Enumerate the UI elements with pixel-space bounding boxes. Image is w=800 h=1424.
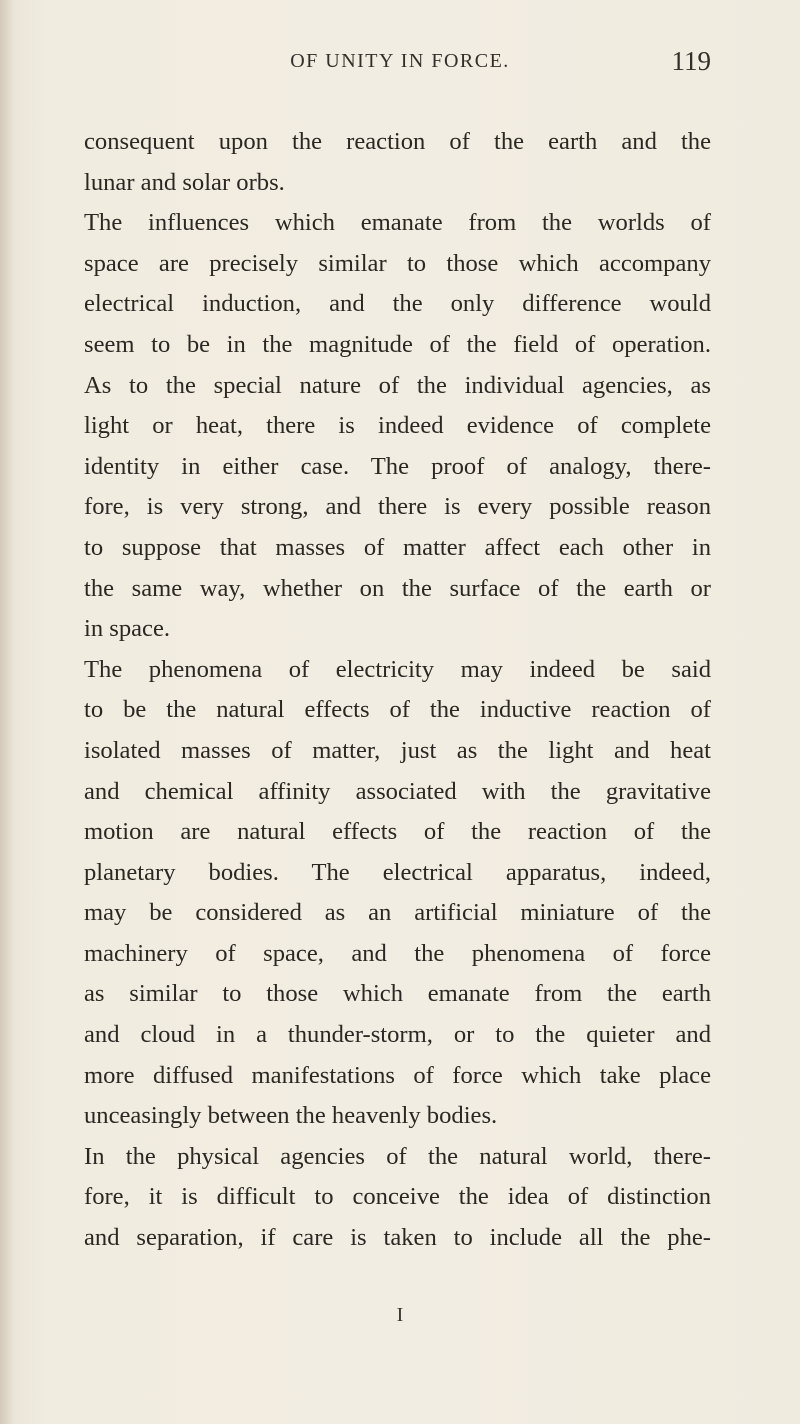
text-line: As to the special nature of the individual agencies, as: [84, 371, 711, 399]
body-text: [84, 122, 711, 1259]
page-number: 119: [671, 46, 711, 76]
text-line: and chemical affinity associated with the gravitative: [84, 777, 711, 805]
text-line: in space.: [84, 615, 171, 643]
text-line: motion are natural effects of the reaction of the: [84, 818, 711, 846]
page-gutter-shadow: [0, 0, 14, 1424]
text-line: consequent upon the reaction of the earth and the: [84, 128, 711, 155]
text-line: to suppose that masses of matter affect each other in: [84, 533, 711, 561]
text-line: may be considered as an artificial miniature of the: [84, 899, 711, 927]
running-title: OF UNITY IN FORCE.: [290, 50, 510, 72]
text-line: fore, is very strong, and there is every possible reason: [84, 493, 711, 521]
text-line: the same way, whether on the surface of the earth or: [84, 574, 711, 602]
text-line: fore, it is difficult to conceive the idea of distinction: [84, 1183, 711, 1211]
text-line: isolated masses of matter, just as the light and heat: [84, 736, 711, 764]
text-line: light or heat, there is indeed evidence of complete: [84, 412, 711, 440]
text-line: as similar to those which emanate from the earth: [84, 980, 711, 1008]
text-line: and separation, if care is taken to include all the phe-: [84, 1224, 711, 1252]
text-line: lunar and solar orbs.: [84, 168, 285, 196]
text-line: machinery of space, and the phenomena of force: [84, 939, 711, 967]
text-line: electrical induction, and the only difference would: [84, 290, 711, 318]
text-line: and cloud in a thunder-storm, or to the quieter and: [84, 1021, 711, 1049]
text-line: space are precisely similar to those which accompany: [84, 249, 711, 277]
text-line: The phenomena of electricity may indeed be said: [84, 655, 711, 683]
text-line: identity in either case. The proof of analogy, there-: [84, 452, 711, 480]
text-line: The influences which emanate from the worlds of: [84, 209, 711, 237]
text-line: to be the natural effects of the inductive reaction of: [84, 696, 711, 724]
text-line: more diffused manifestations of force which take place: [84, 1061, 711, 1089]
text-line: In the physical agencies of the natural world, there-: [84, 1142, 711, 1170]
signature-mark: I: [396, 1304, 404, 1326]
text-line: planetary bodies. The electrical apparatus, indeed,: [84, 858, 711, 886]
running-head: [0, 46, 800, 90]
text-line: unceasingly between the heavenly bodies.: [84, 1102, 498, 1130]
text-line: seem to be in the magnitude of the field of operation.: [84, 330, 711, 358]
